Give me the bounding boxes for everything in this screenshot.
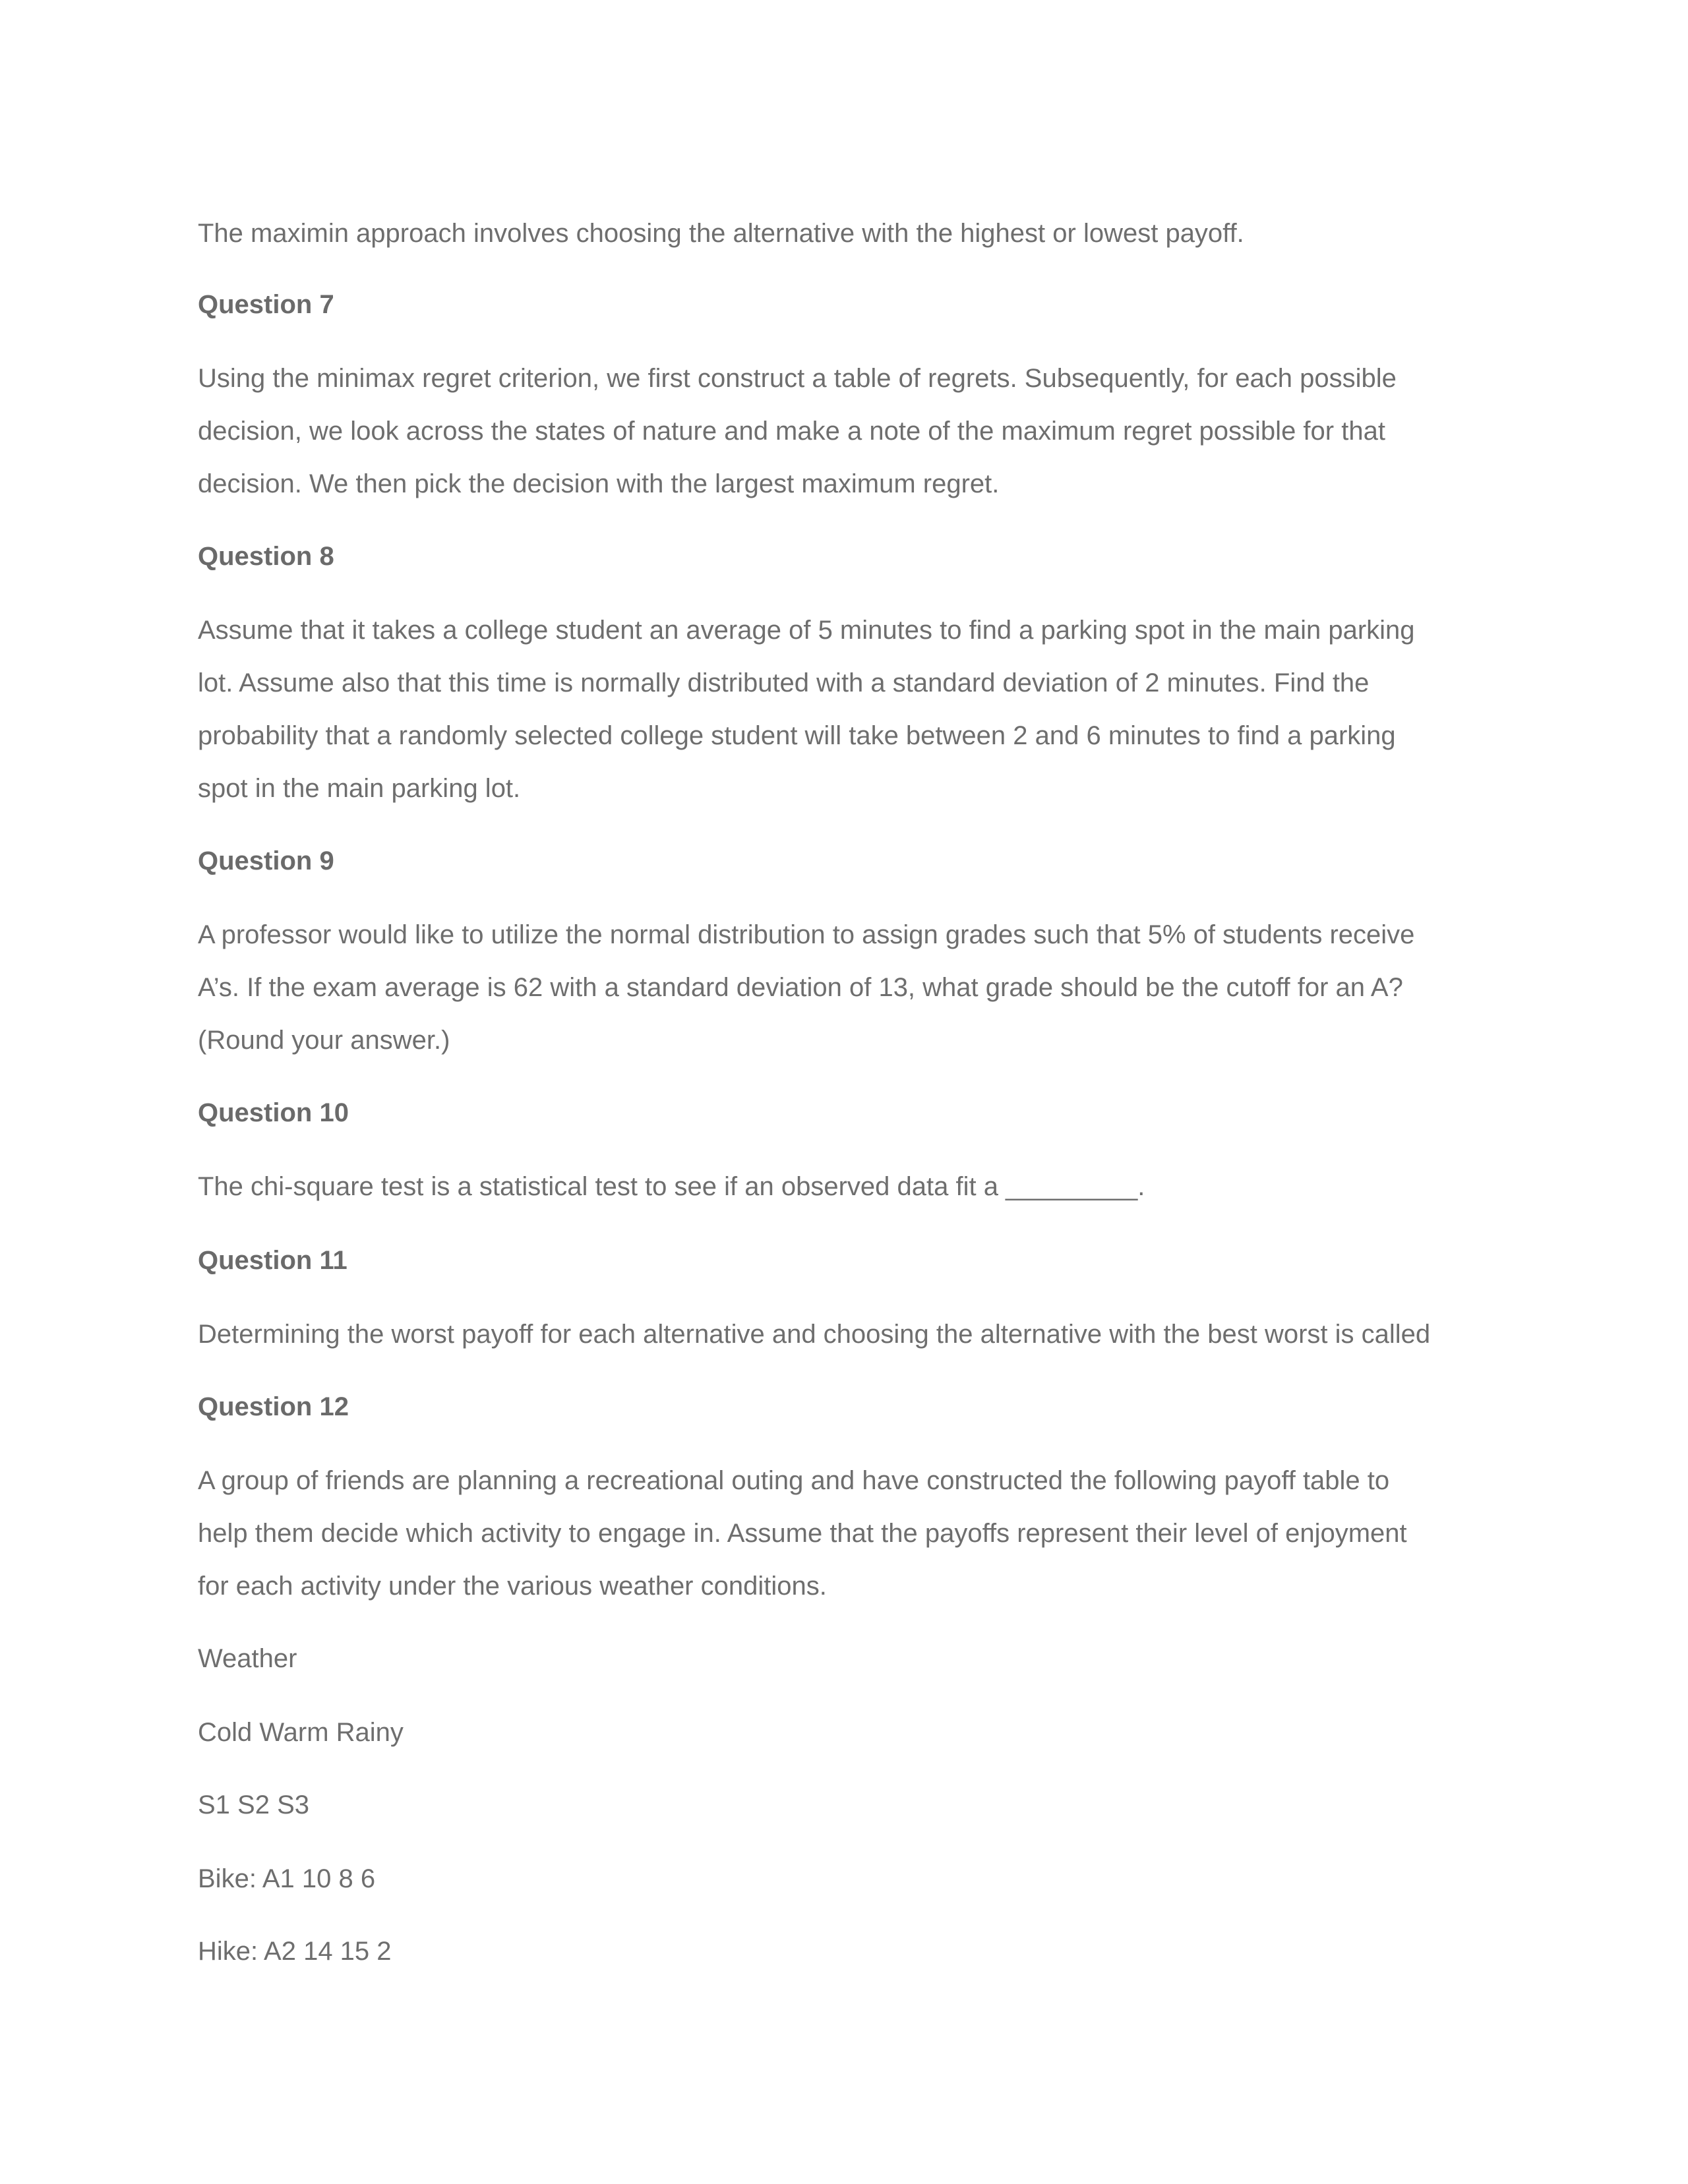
question-9-heading: Question 9: [198, 846, 334, 875]
question-7-line-1: Using the minimax regret criterion, we first construct a table of regrets. Subsequently, for each possible: [198, 364, 1397, 393]
question-9-line-2: A’s. If the exam average is 62 with a standard deviation of 13, what grade should be the cutoff for an A?: [198, 973, 1403, 1002]
question-12-line-3: for each activity under the various weather conditions.: [198, 1572, 827, 1601]
payoff-table-states-row: S1 S2 S3: [198, 1790, 310, 1819]
intro-paragraph: The maximin approach involves choosing the alternative with the highest or lowest payoff.: [198, 219, 1244, 248]
payoff-table-bike-row: Bike: A1 10 8 6: [198, 1864, 376, 1893]
question-12-line-1: A group of friends are planning a recreational outing and have constructed the following payoff table to: [198, 1466, 1390, 1495]
payoff-table-conditions-row: Cold Warm Rainy: [198, 1718, 404, 1747]
question-8-line-1: Assume that it takes a college student an average of 5 minutes to find a parking spot in the main parking: [198, 616, 1415, 645]
question-7-line-2: decision, we look across the states of nature and make a note of the maximum regret possible for that: [198, 417, 1385, 446]
payoff-table-hike-row: Hike: A2 14 15 2: [198, 1937, 392, 1966]
payoff-table-weather-label: Weather: [198, 1644, 297, 1673]
question-7-line-3: decision. We then pick the decision with the largest maximum regret.: [198, 469, 1000, 498]
question-7-heading: Question 7: [198, 290, 334, 319]
question-12-line-2: help them decide which activity to engage in. Assume that the payoffs represent their level of enjoyment: [198, 1519, 1407, 1548]
question-10-line-1: The chi-square test is a statistical test to see if an observed data fit a _________.: [198, 1172, 1145, 1201]
question-9-line-3: (Round your answer.): [198, 1026, 450, 1055]
question-10-heading: Question 10: [198, 1098, 349, 1127]
question-11-line-1: Determining the worst payoff for each alternative and choosing the alternative with the best worst is called: [198, 1320, 1431, 1349]
question-9-line-1: A professor would like to utilize the normal distribution to assign grades such that 5% of students receive: [198, 920, 1415, 949]
question-8-line-4: spot in the main parking lot.: [198, 774, 521, 803]
question-8-line-3: probability that a randomly selected college student will take between 2 and 6 minutes to find a parking: [198, 721, 1396, 750]
question-8-line-2: lot. Assume also that this time is normally distributed with a standard deviation of 2 minutes. Find the: [198, 668, 1370, 697]
question-8-heading: Question 8: [198, 542, 334, 571]
question-12-heading: Question 12: [198, 1392, 349, 1421]
question-11-heading: Question 11: [198, 1246, 347, 1275]
